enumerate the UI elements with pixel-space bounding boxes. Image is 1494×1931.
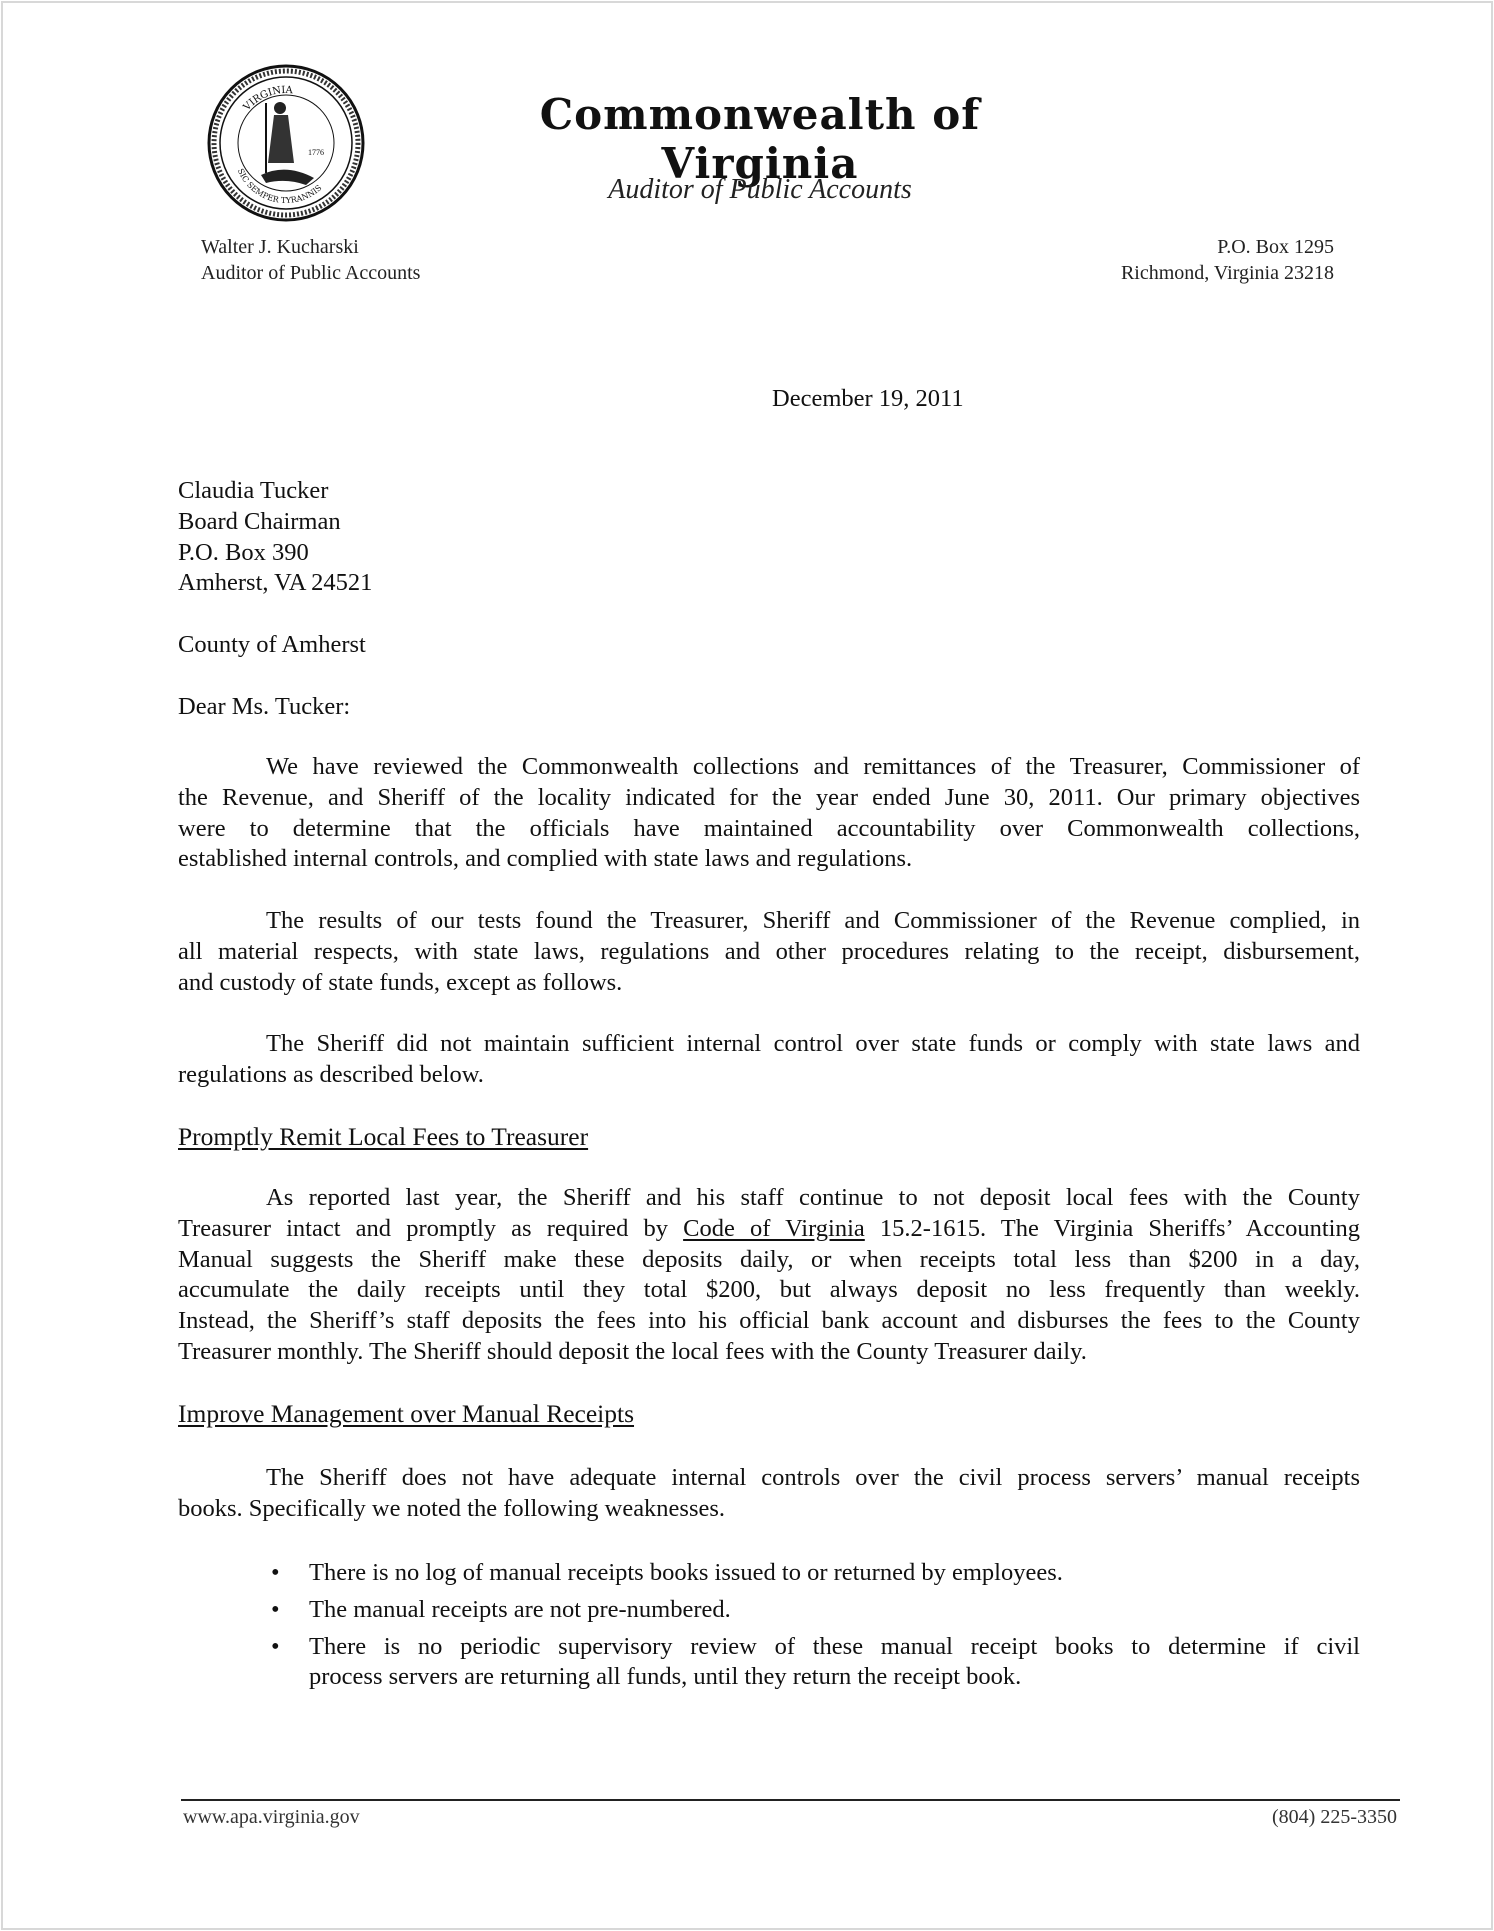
address-line: Amherst, VA 24521: [178, 569, 373, 597]
text-line: books. Specifically we noted the following weaknesses.: [178, 1494, 726, 1522]
svg-text:VIRGINIA: VIRGINIA: [241, 84, 294, 114]
text-line: Treasurer intact and promptly as required by Code of Virginia 15.2-1615. The Virginia Sheriffs’ Accounting: [178, 1214, 1360, 1242]
bullet-item: [271, 1632, 1360, 1694]
svg-text:1776: 1776: [308, 148, 324, 157]
text-line: There is no periodic supervisory review of these manual receipt books to determine if civil: [309, 1632, 1360, 1660]
text-line: Manual suggests the Sheriff make these deposits daily, or when receipts total less than $200 in a day,: [178, 1245, 1360, 1273]
auditor-block: [201, 234, 420, 286]
paragraph-manual-receipts: [178, 1463, 1360, 1525]
text-line: established internal controls, and complied with state laws and regulations.: [178, 845, 913, 873]
text-line: The manual receipts are not pre-numbered.: [309, 1595, 731, 1623]
text-line: Treasurer monthly. The Sheriff should deposit the local fees with the County Treasurer daily.: [178, 1337, 1087, 1365]
weakness-list: [271, 1558, 1360, 1693]
svg-text:SIC SEMPER TYRANNIS: SIC SEMPER TYRANNIS: [235, 167, 324, 206]
letter-date: December 19, 2011: [772, 385, 964, 412]
bullet-icon: •: [271, 1559, 280, 1586]
letterhead-subtitle: Auditor of Public Accounts: [608, 174, 912, 205]
recipient-address: [178, 476, 1360, 599]
bullet-icon: •: [271, 1632, 280, 1660]
section-heading-manual-receipts: Improve Management over Manual Receipts: [178, 1399, 635, 1428]
text-line: were to determine that the officials have maintained accountability over Commonwealth collections,: [178, 814, 1360, 842]
salutation: Dear Ms. Tucker:: [178, 693, 351, 720]
text-line: As reported last year, the Sheriff and his staff continue to not deposit local fees with the County: [266, 1184, 1360, 1211]
paragraph-3: [178, 1029, 1360, 1091]
bullet-item: [271, 1558, 1360, 1589]
text-line: and custody of state funds, except as follows.: [178, 968, 623, 996]
paragraph-1: [178, 752, 1360, 875]
text-line: We have reviewed the Commonwealth collections and remittances of the Treasurer, Commissioner of: [266, 753, 1360, 780]
footer-divider: [181, 1799, 1400, 1801]
text-line: There is no log of manual receipts books issued to or returned by employees.: [309, 1559, 1063, 1586]
virginia-seal-logo: [206, 63, 366, 223]
auditor-name: Walter J. Kucharski: [201, 236, 359, 258]
address-line: Claudia Tucker: [178, 477, 329, 504]
auditor-title: Auditor of Public Accounts: [201, 262, 421, 284]
text-line: process servers are returning all funds, until they return the receipt book.: [309, 1663, 1022, 1691]
letterhead-title: Commonwealth of Virginia: [539, 90, 981, 188]
text-line: regulations as described below.: [178, 1060, 484, 1088]
text-line: Instead, the Sheriff’s staff deposits the fees into his official bank account and disburses the fees to the County: [178, 1307, 1360, 1335]
footer-phone: (804) 225-3350: [1272, 1806, 1397, 1828]
footer-website[interactable]: www.apa.virginia.gov: [183, 1806, 360, 1828]
bullet-item: [271, 1595, 1360, 1626]
locality: County of Amherst: [178, 631, 366, 658]
office-city: Richmond, Virginia 23218: [1120, 262, 1334, 284]
section-heading-remit-fees: Promptly Remit Local Fees to Treasurer: [178, 1122, 589, 1151]
paragraph-remit-fees: [178, 1183, 1360, 1368]
address-line: Board Chairman: [178, 507, 341, 535]
text-line: the Revenue, and Sheriff of the locality indicated for the year ended June 30, 2011. Our primary objectives: [178, 783, 1360, 811]
office-po-box: P.O. Box 1295: [1217, 236, 1334, 258]
text-line: The results of our tests found the Treasurer, Sheriff and Commissioner of the Revenue complied, in: [266, 907, 1360, 934]
text-line: accumulate the daily receipts until they total $200, but always deposit no less frequently than weekly.: [178, 1276, 1360, 1304]
office-address-block: [1121, 234, 1334, 286]
bullet-icon: •: [271, 1595, 280, 1623]
text-line: The Sheriff did not maintain sufficient internal control over state funds or comply with state laws and: [266, 1030, 1360, 1057]
address-line: P.O. Box 390: [178, 538, 309, 566]
paragraph-2: [178, 906, 1360, 998]
code-of-virginia-citation: Code of Virginia: [683, 1214, 865, 1242]
text-line: The Sheriff does not have adequate internal controls over the civil process servers’ manual receipts: [266, 1464, 1360, 1491]
text-line: all material respects, with state laws, regulations and other procedures relating to the receipt, disbursement,: [178, 937, 1360, 965]
